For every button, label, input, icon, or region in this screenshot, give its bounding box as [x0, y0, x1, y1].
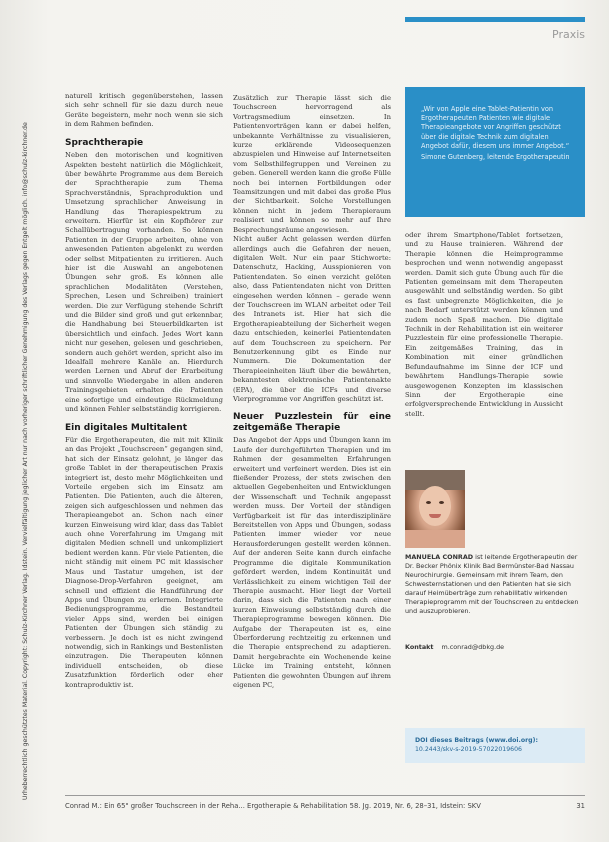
page-number: 31: [576, 802, 585, 810]
footer-citation: Conrad M.: Ein 65" großer Touchscreen in der Reha... Ergotherapie & Rehabilitation 58. Jg. 2019, Nr. 6, 28–31, Idstein: SKV: [65, 802, 481, 810]
article-column-1: [65, 92, 223, 690]
doi-link[interactable]: 10.2443/skv-s-2019-57022019606: [415, 746, 522, 753]
column-2-text-3: Das Angebot der Apps und Übungen kann im Laufe der durchgeführten Therapien und im Rahmen der gesammelten Erfahrungen erweitert und verfeinert werden. Dies ist ein fließender Prozess, der stets zwischen den aktuellen Gegebenheiten und Entwicklungen der Wissenschaft und Technik angepasst werden muss. Der Vorteil der ständigen Verfügbarkeit ist für das interdisziplinäre Bereitstellen von Apps und Übungen, sodass Patienten immer wieder vor neue Herausforderungen gestellt werden können. Auf der anderen Seite kann durch einfache Programme die digitale Kommunikation gefördert werden, indem Kontinuität und Verlässlichkeit zu einem wichtigen Teil der Therapie ausmacht. Hier liegt der Vorteil darin, dass sich die Patienten nach einer kurzen Einweisung selbstständig durch die Therapieprogramme bewegen können. Die Aufgabe der Therapeuten ist es, eine Überforderung rechtzeitig zu erkennen und die Therapie entsprechend zu adaptieren. Damit hergebrachte ein Wochenende keine Lücke im Training entsteht, können Patienten die gewohnten Übungen auf ihrem eigenen PC,: [233, 436, 391, 689]
page-footer: [65, 802, 585, 810]
column-2-text-1: Zusätzlich zur Therapie lässt sich die Touchscreen hervorragend als Vortragsmedium einsetzen. In Patientenvorträgen kann er dabei helfen, unbekannte Verhältnisse zu visualisieren, kurze erklärende Videosequenzen abzuspielen und Hinweise auf Internetseiten vom Selbsthilfegruppen und Vereinen zu geben. Generell werden kann die große Fülle noch bei internen Fortbildungen oder Teamsitzungen und mit dabei das große Plus der Sichtbarkeit. Solche Vorstellungen können nicht in jedem Therapieraum realisiert und können so mehr auf Ihre Besprechungsräume angewiesen.: [233, 94, 391, 234]
contact-email-link[interactable]: m.conrad@dbkg.de: [441, 643, 505, 651]
author-bio: [405, 553, 585, 616]
section-header: Praxis: [405, 17, 585, 47]
column-3-text: oder ihrem Smartphone/Tablet fortsetzen, und zu Hause trainieren. Während der Therapie können die Heimprogramme besprochen und wenn notwendig angepasst werden. Damit sich gute Übung auch für die Patienten gemeinsam mit dem Therapeuten ausgewählt und selbständig werden. So gibt es fast unbegrenzte Möglichkeiten, die je nach Bedarf unterstützt werden können und zudem noch Spaß machen. Die digitale Technik in der Rehabilitation ist ein weiterer Puzzlestein für eine professionelle Therapie. Ein zeitgemäßes Training, das in Kombination mit einer gründlichen Befundaufnahme im Sinne der ICF und bewährtem Handlungs-Therapie sowie ausgewogenen Konzepten im klassischen Sinn der Ergotherapie eine erfolgversprechende Entwicklung in Aussicht stellt.: [405, 231, 563, 418]
author-name: MANUELA CONRAD: [405, 553, 474, 561]
author-bio-text: ist leitende Ergotherapeutin der Dr. Becker Phönix Klinik Bad Bermünster-Bad Nassau Neurochirurgie. Gemeinsam mit ihrem Team, den Schwesternstationen und den Patienten hat sie sich darauf Heimüberträge zum rehabilitativ wirkenden Therapieprogramm mit der Touchscreen zu entdecken und auszuprobieren.: [405, 553, 579, 615]
pull-quote-text: „Wir von Apple eine Tablet-Patientin von Ergotherapeuten Patienten wie digitale Therapieangebote vor Angriffen geschützt über die digitale Technik zum digitalen Angebot dafür, diesem uns immer Angebot.“: [421, 105, 570, 150]
contact-label: Kontakt: [405, 643, 434, 651]
article-column-2: [233, 94, 391, 690]
article-column-3: [405, 231, 563, 419]
author-photo: [405, 470, 465, 548]
subheading-digitales-multitalent: Ein digitales Multitalent: [65, 422, 187, 433]
subheading-puzzlestein: Neuer Puzzlestein für eine zeitgemäße Therapie: [233, 412, 391, 433]
doi-title: DOI dieses Beitrags (www.doi.org):: [415, 737, 538, 744]
column-1-text-1: Neben den motorischen und kognitiven Aspekten besteht natürlich die Möglichkeit, über bewährte Programme aus dem Bereich der Sprachtherapie zum Thema Sprachverständnis, Sprachproduktion und Umsetzung sprachlicher Anweisung in Handlung das Therapiespektrum zu erweitern. Hierfür ist ein Kopfhörer zur Schallübertragung vorhanden. So können Patienten in der Gruppe arbeiten, ohne von anwesenden Patienten abgelenkt zu werden oder selbst Mitpatienten zu irritieren. Auch hier ist die Auswahl an angebotenen Übungen sehr groß. Es können alle sprachlichen Modalitäten (Verstehen, Sprechen, Lesen und Schreiben) trainiert werden. Die zur Verfügung stehende Schrift und die Bilder sind groß und gut erkennbar, die Handhabung bei Steuerbildkarten ist übersichtlich und einfach. Jedes Wort kann nicht nur gesehen, gelesen und geschrieben, sondern auch gehört werden, spricht also im Idealfall mehrere Kanäle an. Hierdurch werden Lernen und Abruf der Erarbeitung und sinnvolle Wiedergabe in allen anderen Trainingsgebieten erhalten die Patienten eine sofortige und eindeutige Rückmeldung und können Fehler selbstständig korrigieren.: [65, 151, 223, 414]
pull-quote-author: Simone Gutenberg, leitende Ergotherapeutin: [421, 153, 570, 162]
footer-rule: [65, 795, 585, 796]
column-1-intro: naturell kritisch gegenüberstehen, lassen sich sehr schnell für sie dazu durch neue Geräte begeistern, mehr noch wenn sie sich in dem Rahmen befinden.: [65, 92, 223, 129]
column-1-text-2: Für die Ergotherapeuten, die mit mit Klinik an das Projekt „Touchscreen“ gegangen sind, hat sich der Einsatz gelohnt, je länger das große Tablet in der therapeutischen Praxis integriert ist, desto mehr Möglichkeiten und Vorteile ergeben sich im Einsatz am Patienten. Die Patienten, auch die älteren, zeigen sich aufgeschlossen und nehmen das Therapieangebot an. Schon nach einer kurzen Einweisung wird klar, dass das Tablet auch ohne Vorerfahrung im Umgang mit digitalen Medien schnell und unkompliziert bedient werden kann. Für viele Patienten, die nicht ständig mit einem PC mit klassischer Maus und Tastatur umgehen, ist der Diagnose-Drop-Verfahren geeignet, am schnell und effizient die Handführung der Apps und Übungen zu erlernen. Integrierte Bedienungsprogramme, die Bestandteil vieler Apps sind, werden bei einigen Patienten der Übungen sich ständig zu verbessern. Je doch ist es nicht zwingend notwendig, sich in Rankings und Bestenlisten einzutragen. Die Therapeuten können individuell entscheiden, ob diese Zusatzfunktion förderlich oder eher kontraproduktiv ist.: [65, 436, 223, 689]
subheading-sprachtherapie: Sprachtherapie: [65, 137, 144, 148]
column-2-text-2: Nicht außer Acht gelassen werden dürfen allerdings auch die Gefahren der neuen, digitalen Welt. Nur ein paar Stichworte: Datenschutz, Hacking, Ausspionieren von Patientendaten. So einen verzicht gelöten also, dass Patientendaten nicht von Dritten eingesehen werden können – gerade wenn der Touchscreen im WLAN arbeitet oder Teil des Intranets ist. Hier hat sich die Ergotherapieabteilung der Sicherheit wegen dazu entschieden, keinerlei Patientendaten auf dem Touchscreen zu speichern. Per Benutzerkennung gibt es Einde nur Nummern. Die Dokumentation der Therapieeinheiten läuft über die bewährten, bekanntesten elektronische Patientenakte (EPA), die über die ICFs und diverse Vierprogramme vor Angriffen geschützt ist.: [233, 235, 391, 403]
pull-quote-box: [405, 87, 585, 217]
copyright-side-note: Urheberrechtlich geschütztes Material. Copyright: Schulz-Kirchner Verlag. Idstein. Vervielfältigung jeglicher Art nur nach vorheriger schriftlicher Genehmigung des Verlags gegen Entgelt möglich. info@schulz-kirchner.de: [22, 122, 29, 800]
doi-box: [405, 728, 585, 763]
contact-line: [405, 643, 585, 651]
